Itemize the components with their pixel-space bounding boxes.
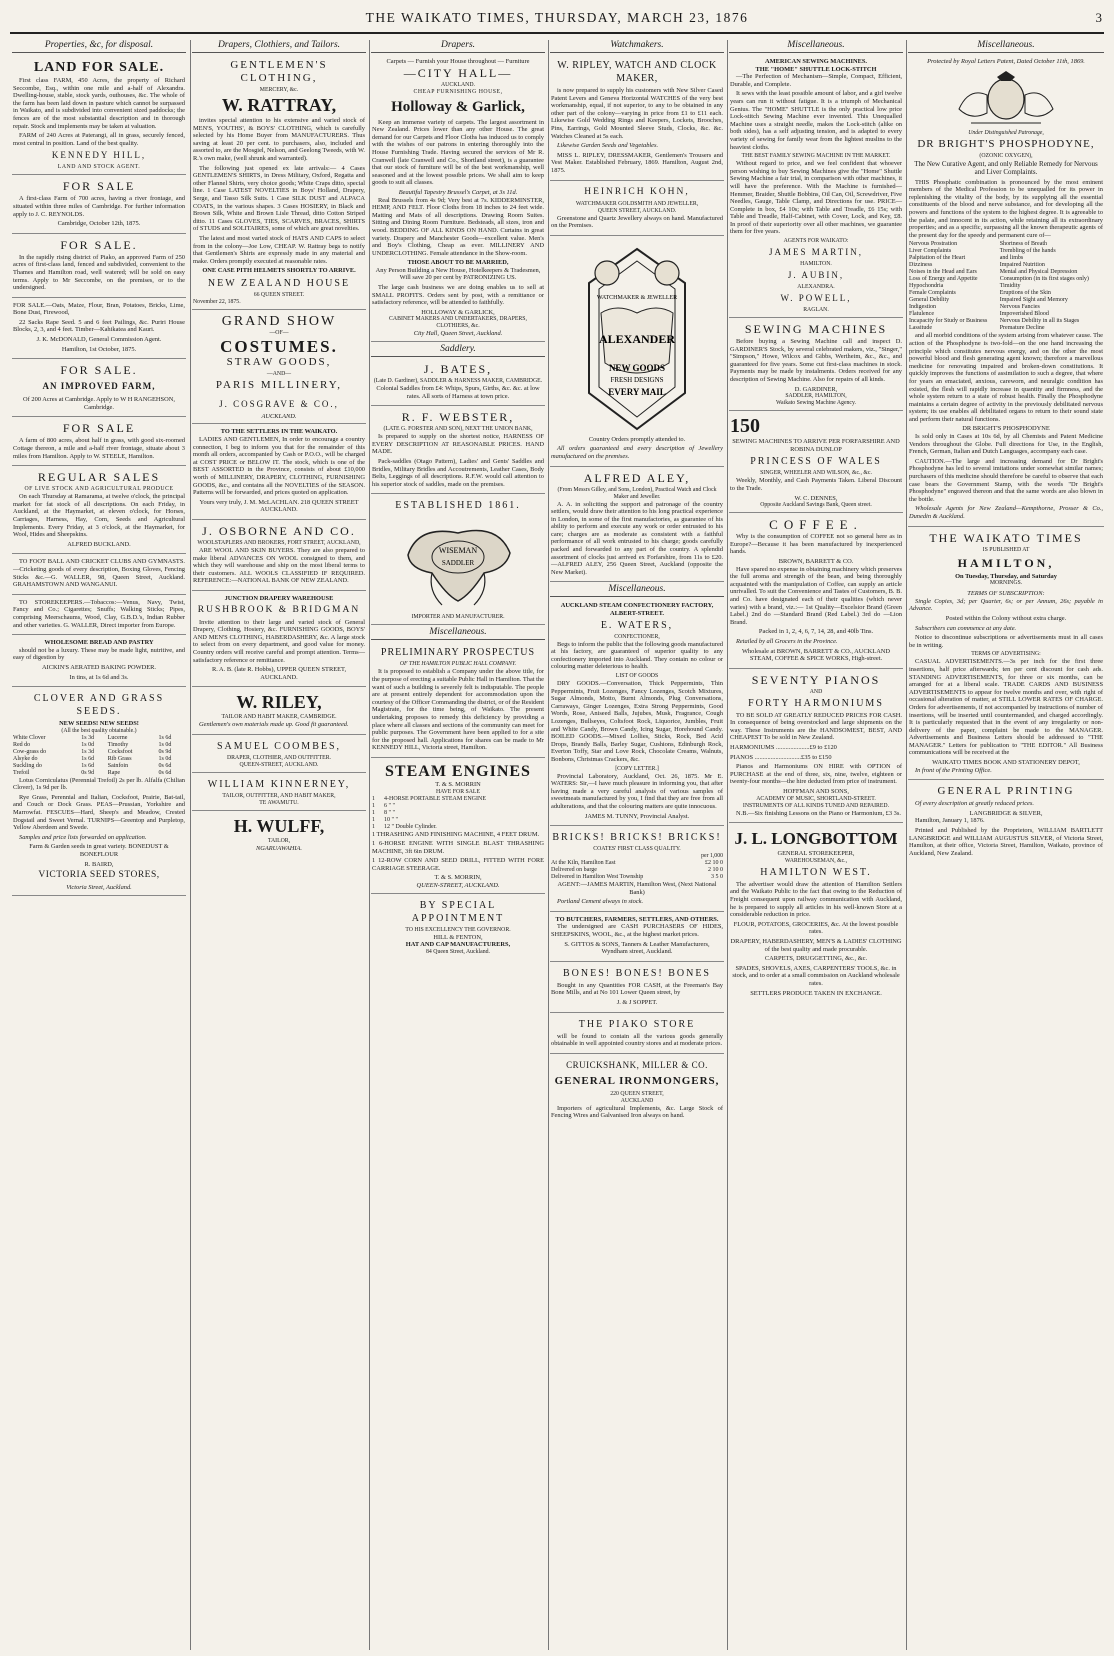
ad-osborne: J. OSBORNE AND CO. WOOLSTAPLERS AND BROKERS, FORT STREET, AUCKLAND, ARE WOOL AND SKIN BUYERS. They are also prepared to make liberal ADVANCES ON WOOL consigned to them, and which they will warehouse and ship on the most liberal terms to their customers. ALL WOOLS CLASSIFIED IF REQUIRED. REFERENCE:—NATIONAL BANK OF NEW ZEALAND. bbox=[192, 522, 366, 591]
ad-waters-confectioner: AUCKLAND STEAM CONFECTIONERY FACTORY, ALBERT-STREET. E. WATERS, CONFECTIONER, Begs to inform the public that the following goods manufactured at his factory, are guaranteed of superior quality to any confectionery imported into Auckland. They contain no colour or colouring matter deleterious to health. LIST OF GOODS DRY GOODS.—Conversation, Thick Peppermints, Thin Peppermints, Fruit Lozenges, Fancy Lozenges, Scotch Mixtures, Sugar Almonds, Motto, Burnt Almonds, Plug Conversations, Carraways, Ginger Lozenges, Extra Strong Peppermints, Good Words, Rose, Aniseed Balls, Jujubes, Musk, Fragrance, Cough Lozenges, Bullseyes, Coltsfoot Rock, Liquorice, Jumbles, Fruit and White Candy, Brown Candy, Icing Sugar, Horehound Candy. BOILED GOODS.—Mixed Lollies, Sticks, Rock, Bed Acid Drops, Brandy Balls, Barley Sugar, Cushions, Edinburgh Rock, Everton Toffy, Star and Love Rock, Chocolate Creams, Walnuts, Bonbons, Christmas Crackers, &c. [COPY LETTER.] Provincial Laboratory, Auckland, Oct. 26, 1875. Mr E. WATERS: Sir,—I have much pleasure in informing you, that after having made a very careful analysis of various samples of sweetmeats manufactured by you, I find that they are free from all adulterations, and that the colouring matters are quite innocuous. JAMES M. TUNNY, Provincial Analyst. bbox=[550, 600, 724, 826]
ad-gittos: TO BUTCHERS, FARMERS, SETTLERS, AND OTHERS. The undersigned are CASH PURCHASERS OF HIDES, SHEEPSKINS, WOOL, &c., at the highest market prices. S. GITTOS & SONS, Tanners & Leather Manufacturers, Wyndham street, Auckland. bbox=[550, 914, 724, 962]
masthead bbox=[10, 2, 1104, 34]
column-heading: Miscellaneous. bbox=[729, 40, 903, 53]
section-heading: Miscellaneous. bbox=[371, 627, 545, 640]
table-row: 1 8 " " bbox=[372, 809, 395, 816]
ad-webster: R. F. WEBSTER, (LATE G. FORSTER AND SON), NEXT THE UNION BANK, Is prepared to supply on the shortest notice, HARNESS OF EVERY DESCRIPTION AT REASONABLE PRICES. HAND MADE. Pack-saddles (Otago Pattern), Ladies' and Gents' Saddles and Bridles, Military Bridles and Accoutrements, Leather Cases, Body Belts, Leggings of all descriptions. R.F.W. would call attention to his superior stock of saddles, made on the premises. bbox=[371, 408, 545, 494]
ad-bates: J. BATES, (Late D. Gardiner), SADDLER & HARNESS MAKER, CAMBRIDGE. Colonial Saddles from £4: Whips, Spurs, Girths, &c. &c. at low rates. All sorts of Harness at town price. bbox=[371, 360, 545, 406]
column-drapers bbox=[371, 40, 545, 1650]
table-row: General Debility Impaired Sight and Memory bbox=[909, 297, 1068, 304]
page-title: THE WAIKATO TIMES, THURSDAY, MARCH 23, 1876 bbox=[365, 10, 749, 25]
column-rule bbox=[369, 40, 370, 1650]
table-row: Nervous Prostration Shortness of Breath bbox=[909, 241, 1048, 248]
ad-general-printing: GENERAL PRINTING Of every description at greatly reduced prices. LANGBRIDGE & SILVER, Hamilton, January 1, 1876. Printed and Published by the Proprietors, WILLIAM BARTLETT LANGBRIDGE and WILLIAM AUGUSTUS SILVER, of Victoria Street, Hamilton, at their office, Victoria Street, Hamilton, Waikato, province of Auckland, New Zealand. bbox=[909, 785, 1103, 857]
ad-holloway-garlick: Carpets — Furnish your House throughout — Furniture —CITY HALL— AUCKLAND. CHEAP FURNISHING HOUSE, Holloway & Garlick, Keep an immense variety of carpets. The largest assortment in New Zealand. Prices lower than any other House. The great demand for our Carpets and Floor Cloths has induced us to comply with the wishes of our patrons in entering thoroughly into the House Furnishing Trade. Having secured the services of Mr R. Cranwell (late Cranwell and Co., Shortland street), is a guarantee that our stock of furniture will be of the best workmanship, well seasoned and at the lowest possible prices. We shall aim to keep goods to suit all classes. Beautiful Tapestry Brussel's Carpet, at 3s 11d. Real Brussels from 4s 9d; Very best at 7s. KIDDERMINSTER, HEMP, AND FELT. Floor Cloths from 18 inches to 24 feet wide. Matting and Mats of all descriptions. Drawing Room Suites. Sitting and Dining Room Furniture. Bedsteads, all sizes, iron and wood. BEDDING OF ALL KINDS ON HAND. Curtains in great variety. Drapery and Manchester Goods—excellent value. Men's and Boy's Clothing, Cheap as ever. MILLINERY AND UNDERCLOTHING. Female attendance in the Show-room. THOSE ABOUT TO BE MARRIED, Any Person Building a New House, Hotelkeepers & Tradesmen, Will save 20 per cent by PATRONIZING US. The large cash business we are doing enables us to sell at SMALL PROFITS. Orders sent by post, with a remittance or satisfactory reference, will be attended to faithfully. HOLLOWAY & GARLICK, CABINET MAKERS AND UNDERTAKERS, DRAPERS, CLOTHIERS, &c. City Hall, Queen Street, Auckland. bbox=[371, 56, 545, 342]
ad-alexander-watches: ALEXANDER NEW GOODS FRESH DESIGNS EVERY MAIL WATCHMAKER & JEWELLER Country Orders promptly attended to. All orders guaranteed and every description of Jewellery manufactured on the premises. bbox=[550, 238, 724, 467]
imprint: Printed and Published by the Proprietors, WILLIAM BARTLETT LANGBRIDGE and WILLIAM AUGUSTUS SILVER, of Victoria Street, Hamilton, at their office, Victoria Street, Hamilton, Waikato, province of Auckland, New Zealand. bbox=[909, 827, 1103, 857]
ad-wulff: H. WULFF, TAILOR, NGARUAWAHIA. bbox=[233, 815, 325, 852]
section-heading: Miscellaneous. bbox=[550, 584, 724, 597]
table-row: Noises in the Head and Ears Mental and Physical Depression bbox=[909, 269, 1078, 276]
royal-coat-of-arms-icon bbox=[951, 69, 1061, 127]
ad-waikato-times-terms: THE WAIKATO TIMES IS PUBLISHED AT HAMILTON, On Tuesday, Thursday, and Saturday MORNINGS. TERMS OF SUBSCRIPTION: Single Copies, 3d; per Quarter, 6s; or per Annum, 26s; payable in Advance. Posted within the Colony without extra charge. Subscribers can commence at any date. Notice to discontinue subscriptions or advertisements must in all cases be in writing. TERMS OF ADVERTISING: CASUAL ADVERTISEMENTS.—3s per inch for the first three insertions, half price afterwards; ten per cent discount for cash ads. STANDING ADVERTISEMENTS, for three or six months, can be arranged for at a liberal scale. TRADE CARDS AND BUSINESS ADVERTISEMENTS to appear for twelve months and over, with right of occasional alteration of matter, at STILL LOWER RATES OF CHARGE. Orders for advertisements, if not accompanied by instructions of number of insertions, will be inserted until countermanded, and charged accordingly. It is particularly requested that in the event of any irregularity or non-delivery of the paper, complaint be made to the MANAGER. Advertisements and Business Letters should be addressed to "THE MANAGER." Letters for publication to "THE EDITOR." All Business communications will be received at the WAIKATO TIMES BOOK AND STATIONERY DEPOT, In front of the Printing Office. bbox=[908, 529, 1104, 781]
ad-piako-store: THE PIAKO STORE will be found to contain all the various goods generally obtainable in well appointed country stores and at moderate prices. bbox=[550, 1015, 724, 1054]
watch-illustration-icon bbox=[557, 243, 717, 433]
column-heading: Miscellaneous. bbox=[908, 40, 1104, 53]
table-row: At the Kiln, Hamilton East £2 10 0 bbox=[551, 860, 723, 867]
column-rule bbox=[727, 40, 728, 1650]
brick-price-table bbox=[551, 860, 723, 881]
table-row: Loss of Energy and Appetite Consumption (in its first stages only) bbox=[909, 276, 1089, 283]
table-row: 1 6 " " bbox=[372, 802, 395, 809]
table-row: Delivered in Hamilton West Township 3 5 0 bbox=[551, 874, 723, 881]
ad-riley: W. RILEY, TAILOR AND HABIT MAKER, CAMBRIDGE. Gentlemen's own materials made up. Good fit guaranteed. bbox=[192, 689, 366, 735]
ad-saddler-established: ESTABLISHED 1861. WISEMAN SADDLER IMPORTER AND MANUFACTURER. bbox=[371, 496, 545, 625]
engine-list bbox=[372, 796, 544, 831]
table-row: Hypochondria Timidity bbox=[909, 283, 1021, 290]
table-row: Dizziness Impaired Nutrition bbox=[909, 262, 1045, 269]
table-row: Liver Complaints Trembling of the hands bbox=[909, 248, 1056, 255]
ad-aley: ALFRED ALEY, (From Messrs Gilley, and Sons, London), Practical Watch and Clock Maker and Jeweller. A. A. in soliciting the support and patronage of the country settlers, would draw their attention to his long practical experience in London, in some of the first manufactories, as guarantee of his ability to perform and execute any work or order entrusted to his care; charges are as moderate as consistent with a faithful performance of all work entrusted to his charge; goods carefully packed and forwarded to any part of the country. A splendid assortment of clocks just arrived ex Forfarshire, from 11s to £20.—ALFRED ALEY, 256 Queen Street, Auckland (opposite the New Market). bbox=[550, 469, 724, 583]
saddle-icon bbox=[398, 515, 518, 611]
table-row: Lassitude Premature Decline bbox=[909, 325, 1045, 332]
ad-seeds: CLOVER AND GRASS SEEDS. NEW SEEDS! NEW SEEDS! (All the best quality obtainable.) White Clover 1s 3d Lucerne 1s 6d Red do 1s 0d Timothy 1s 0d Cow-grass do 1s 3d Cocksfoot 0s 9d Alsyke do 1s 6d Rib Grass 1s 0d Suckling do 1s 6d Sainfoin 0s 6d Trefoil 0s 9d Rape 0s 6d Lotus Corniculatus (Perennial Trefoil) 2s per lb. Alfalfa (Chilian Clover), 1s 9d per lb. Rye Grass, Perennial and Italian, Cocksfoot, Prairie, Bat-tail, and Couch or Dock Grass. PEAS—Prussian, Yorkshire and Marrowfat. FESCUES—Hard, Sheep's and Meadow, Crested Dogstail and Sweet Vernal. TURNIPS—Greentop and Purpletop, Yellow Aberdeen and Swede. Samples and price lists forwarded on application. Farm & Garden seeds in great variety. BONEDUST & BONEFLOUR R. BAIRD, VICTORIA SEED STORES, Victoria Street, Auckland. bbox=[12, 689, 186, 896]
ad-improved-farm: FOR SALE. AN IMPROVED FARM, Of 200 Acres at Cambridge. Apply to W H RANGEHSON, Cambridge. bbox=[12, 361, 186, 417]
table-row: White Clover 1s 3d Lucerne 1s 6d bbox=[13, 734, 172, 741]
ad-gardiner-sewing: SEWING MACHINES Before buying a Sewing Machine call and inspect D. GARDINER'S Stock, by several celebrated makers, viz., "Singer," "Simpson," Howe, Wilcox and Gibbs, Wertheim, &c., &c., and guaranteed for five years. Some cut first-class machines in stock. Payments may be made by instalments. Orders received for any description of Sewing Machine. Also for repairs of all kinds. D. GARDINER, SADDLER, HAMILTON, Waikato Sewing Machine Agency. bbox=[729, 320, 903, 411]
ad-for-sale-piako: FOR SALE. In the rapidly rising district of Piako, an approved Farm of 250 acres of first-class land, fenced and subdivided, convenient to the Thames and Hamilton road, well watered; will be sold on easy terms. Apply to Mr Seccombe, on the premises, or to the undersigned. bbox=[12, 236, 186, 298]
ad-mclachlan: TO THE SETTLERS IN THE WAIKATO. LADIES AND GENTLEMEN, In order to encourage a country connection, I beg to inform you that for the remainder of this month all orders, accompanied by Cash or P.O.O., will be charged at COST PRICE or BELOW IT. The stock, which is one of the BEST ASSORTED in the Province, consists of about £10,000 worth of MILLINERY, DRAPERY, CLOTHING, FURNISHING GOODS, &c., and contains all the NOVELTIES of the SEASON. Patterns will be forwarded, and prices quoted on application. Yours very truly, J. M. McLACHLAN. 218 QUEEN STREET AUCKLAND. bbox=[192, 426, 366, 520]
column-drapers-tailors bbox=[192, 40, 366, 1650]
watch-new-goods: NEW GOODS bbox=[608, 362, 666, 373]
table-row: 1 12 " Double Cylinder. bbox=[372, 823, 437, 830]
ad-waller-storekeepers: TO STOREKEEPERS.—Tobaccos:—Venus, Navy, Twist, Fancy and Co.; Cigarettes; Snuffs; Walking Sticks; Pipes, comprising Meerschaums, Wood, Clay, G.B.D.'s, Indian Rubber and other varieties. G. WALLER, Direct importer from Europe. bbox=[12, 597, 186, 635]
table-row: Alsyke do 1s 6d Rib Grass 1s 0d bbox=[13, 755, 172, 762]
column-miscellaneous-1 bbox=[729, 40, 903, 1650]
ad-phosphodyne: Protected by Royal Letters Patent, Dated October 11th, 1869. Under Distinguished Patronage, DR BRIGHT'S PHOSPHODYNE, (OZONIC OXYGEN), The New Curative Agent, and only Reliable Remedy for Nervous and Liver Complaints. THIS Phosphatic combination is pronounced by the most eminent members of the Medical Profession to be unequalled for its power in replenishing the vitality of the body, by its supplying all the essential constituents of the blood and nerve substance, and for developing all the powers and functions of the system to the highest degree. It is agreeable to the palate, and innocent in its action, while retaining all its extraordinary properties; and as a specific, surpassing all the known therapeutic agents of the present day for the speedy and permanent cure of— Nervous Prostration Shortness of Breath Liver Complaints Trembling of the hands Palpitation of the Heart and limbs Dizziness Impaired Nutrition Noises in the Head and Ears Mental and Physical Depression Loss of Energy and Appetite Consumption (in its first stages only) Hypochondria Timidity Female Complaints Eruptions of the Skin General Debility Impaired Sight and Memory Indigestion Nervous Fancies Flatulence Impoverished Blood Incapacity for Study or Business Nervous Debility in all its Stages Lassitude Premature Decline and all morbid conditions of the system arising from whatever cause. The action of the Phosphodyne is two-fold—on the one hand increasing the principle which constitutes nervous energy, and on the other the most powerful blood and flesh generating agent known; therefore a marvellous medicine for renovating impaired and broken-down constitutions. It quickly improves the functions of assimilation to such a degree, that where for years an emaciated, anxious, careworn, and neuralgic condition has existed, the flesh will rapidly increase in quantity and firmness, and the whole system return to a state of robust health. Finally the Phosphodyne maintains a certain degree of activity in the previously debilitated nervous system; its use enables all debilitated organs to return to their sound state and perform their natural functions. DR BRIGHT'S PHOSPHODYNE Is sold only in Cases at 10s 6d, by all Chemists and Patent Medicine Vendors throughout the Globe. Full directions for Use, in the English, French, German, Italian and Dutch Languages, accompany each case. CAUTION.—The large and increasing demand for Dr Bright's Phosphodyne has led to several imitations under somewhat similar names; purchasers of this medicine should therefore be careful to observe that each case bears the Government Stamp, with the words "Dr Bright's Phosphodyne" engraved thereon and that the same words are also blown in the bottle. Wholesale Agents for New Zealand—Kempthorne, Prosser & Co., Dunedin & Auckland. bbox=[908, 56, 1104, 527]
table-row: Indigestion Nervous Fancies bbox=[909, 304, 1040, 311]
column-heading: Properties, &c, for disposal. bbox=[12, 40, 186, 53]
ad-dennes: 150 SEWING MACHINES TO ARRIVE PER FORFARSHIRE AND ROBINA DUNLOP PRINCESS OF WALES SINGER, WHEELER AND WILSON, &c., &c. Weekly, Monthly, and Cash Payments Taken. Liberal Discount to the Trade. W. C. DENNES, Opposite Auckland Savings Bank, Queen street. bbox=[729, 413, 903, 513]
ad-hoffman-pianos: SEVENTY PIANOS AND FORTY HARMONIUMS TO BE SOLD AT GREATLY REDUCED PRICES FOR CASH. In consequence of being overstocked and large shipments on the way. These Instruments are the HANDSOMEST, BEST, AND CHEAPEST To be sold in New Zealand. HARMONIUMS .....................£9 to £120 PIANOS .............................£35 to £150 Pianos and Harmoniums ON HIRE with OPTION of PURCHASE at the end of three, six, nine, twelve, eighteen or twenty-four months—the hire deducted from price of instrument. HOFFMAN AND SONS, ACADEMY OF MUSIC, SHORTLAND-STREET. INSTRUMENTS OF ALL KINDS TUNED AND REPAIRED. N.B.—Six finishing Lessons on the Piano or Harmonium, £3 3s. bbox=[729, 671, 903, 824]
watch-every-mail: EVERY MAIL bbox=[608, 386, 666, 397]
ad-kohn: HEINRICH KOHN, WATCHMAKER GOLDSMITH AND JEWELLER, QUEEN STREET, AUCKLAND. Greenstone and Quartz Jewellery always on hand. Manufactured on the Premises. bbox=[550, 183, 724, 236]
ad-land-for-sale: LAND FOR SALE. First class FARM, 450 Acres, the property of Richard Seccombe, Esq., within one mile and a-half of Alexandra. Dwelling-house, stable, stock yards, outhouses, &c. The whole of the farm has been laid down in pasture which cannot be surpassed in Waikato, and is subdivided into convenient sized paddocks; the fences are of the most substantial description and in thorough repair. Stock and implements may be taken at valuation. FARM of 240 Acres at Paterangi, all in grass, securely fenced, most central in position. Land of the best quality. KENNEDY HILL, LAND AND STOCK AGENT. bbox=[12, 56, 186, 175]
table-row: Palpitation of the Heart and limbs bbox=[909, 255, 1024, 262]
watch-brand: ALEXANDER bbox=[598, 331, 676, 346]
ad-bones: BONES! BONES! BONES Bought in any Quantities FOR CASH, at the Freeman's Bay Bone Mills, and at No 101 Lower Queen street, by J. & J SOPPET. bbox=[550, 964, 724, 1013]
ad-rattray: GENTLEMEN'S CLOTHING, MERCERY, &c. W. RATTRAY, invites special attention to his extensive and varied stock of MEN'S, YOUTHS', & BOYS' CLOTHING, which is carefully selected by his Home Buyer from MANUFACTURERS. Thus saving at least 20 per cent. to purchasers, also, included and assorted to, are the Mosgiel, Nelson, and Geelong Tweeds, with W. R.'s own make, (well shrunk and warranted). The following just opened ex late arrivals:— 4 Cases GENTLEMEN'S SHIRTS, in Dress Military, Oxford, Regatta and other Flannel Shirts, very choice goods; White Craps ditto, special line. 1 Case LATEST NOVELTIES in Boys' Holland, Drapery, Serge, and Tasso Silk Suits. 1 Case SILK DUST and ALPACA COATS, in the various shapes. 3 Cases HOSIERY, in Black and Brown Silk, White and Brown Lisle Thread, ditto Cotton Striped ditto. 11 Cases GLOVES, TIES, SCARVES, BRACES, SHIRTS of STUDS and SOLITAIRES, some of which are great novelties. The latest and most varied stock of HATS AND CAPS to select from in the colony—Joe Low, CHEAP. W. Rattray begs to notify that Gentlemen's Shirts are expressly made in any material and make. Orders promptly executed at reasonable rates. ONE CASE PITH HELMETS SHORTLY TO ARRIVE. NEW ZEALAND HOUSE 66 QUEEN STREET. November 22, 1875. bbox=[192, 56, 366, 310]
section-heading: Saddlery. bbox=[371, 344, 545, 357]
ad-steele-farm: FOR SALE A farm of 800 acres, about half in grass, with good six-roomed Cottage thereon, a mile and a-half river frontage, situate about 3 miles from Hamilton. Apply to W. STEELE, Hamilton. bbox=[12, 419, 186, 466]
column-rule bbox=[906, 40, 907, 1650]
table-row: 1 4-HORSE PORTABLE STEAM ENGINE bbox=[372, 795, 486, 802]
table-row: Flatulence Impoverished Blood bbox=[909, 311, 1049, 318]
column-rule bbox=[548, 40, 549, 1650]
ad-hill-fenton: BY SPECIAL APPOINTMENT TO HIS EXCELLENCY THE GOVERNOR. HILL & FENTON, HAT AND CAP MANUFACTURERS, 84 Queen Street, Auckland. bbox=[405, 899, 511, 955]
ad-ripley: W. RIPLEY, WATCH AND CLOCK MAKER, is now prepared to supply his customers with New Silver Cased Patent Levers and Geneva Horizontal WATCHES of the very best workmanship, equal, if not superior, to any to be obtained in any other part of the colony—varying in price from £1 to £11 each. Likewise Gold Wedding Rings and Keepers, Lockets, Brooches, Pins, Earrings, Gold Mounted Sleeve Studs, Clocks, &c. &c. Watches Cleaned at 5s each. Likewise Garden Seeds and Vegetables. MISS L. RIPLEY, DRESSMAKER, Gentlemen's Trousers and Vest Maker. Established February, 1869. Hamilton, August 2nd, 1875. bbox=[550, 56, 724, 181]
watch-maker: WATCHMAKER & JEWELLER bbox=[596, 294, 678, 301]
ad-home-sewing: AMERICAN SEWING MACHINES. THE "HOME" SHUTTLE LOCK-STITCH —The Perfection of Mechanism—Simple, Compact, Efficient, Durable, and Complete. It sews with the least possible amount of labor, and a girl twelve years can run it without fatigue. It is a triumph of Mechanical Genius. The "HOME" SHUTTLE is the only practical low price Lock-stitch Sewing Machine ever invented. This Unequalled Machine uses a straight needle, makes the Lock-stitch (alike on both sides), has a self adjusting tension, and is adapted to every variety of sewing for family wear from the lightest muslins to the heaviest cloths. THE BEST FAMILY SEWING MACHINE IN THE MARKET. Without regard to price, and we feel confident that whoever person wishing to buy Sewing Machines give the "Home" Shuttle Sewing Machine a fair trial, in comparison with other machines, it will have the preference. With the Machine is furnished—Hemmer, Braider, Shuttle Bobbins, Oil Can, Oil, Screwdriver, Five Needles, Gauge, Table Clamp, and Directions for use. PRICE—Complete in box, £4 10s; with Table and Treadle, £6 15s; with Table and Treadle, Half-Cabinet, with Cover, Lock, and Key, £8. In proof of their superiority over all other machines, we guarantee them for five years. AGENTS FOR WAIKATO: JAMES MARTIN, HAMILTON. J. AUBIN, ALEXANDRA. W. POWELL, RAGLAN. bbox=[729, 56, 903, 318]
column-properties bbox=[12, 40, 186, 1650]
ad-brown-barrett-coffee: COFFEE. Why is the consumption of COFFEE not so general here as in Europe?—Because it has been manufactured by inexperienced hands. BROWN, BARRETT & CO. Have spared no expense in obtaining machinery which preserves the full aroma and strength of the bean, and being thoroughly acquainted with the manipulation of Coffee, can supply an article unrivalled. To suit the Convenience and Tastes of Customers, B. B. and Co. have designated each of their qualities (which never varies) with a brand, viz.:— 1st Quality—Excelsior Brand (Green Label.) 2nd do —Standard Brand (Red Label.) 3rd do —Lion Brand. Packed in 1, 2, 4, 6, 7, 14, 28, and 40lb Tins. Retailed by all Grocers in the Province. Wholesale at BROWN, BARRETT & CO., AUCKLAND STEAM, COFFEE & SPICE WORKS, High-street. bbox=[729, 515, 903, 669]
column-watchmakers bbox=[550, 40, 724, 1650]
ad-longbottom: J. L. LONGBOTTOM GENERAL STOREKEEPER, WAREHOUSEMAN, &c., HAMILTON WEST. The advertiser would draw the attention of Hamilton Settlers and the Waikato Public to the fact that owing to the Reduction of Freight consequent upon railway communication with Auckland, he is prepared to supply all articles in his well-known Store at a considerable reduction in price. FLOUR, POTATOES, GROCERIES, &c. At the lowest possible rates. DRAPERY, HABERDASHERY, MEN'S & LADIES' CLOTHING of the best quality and made procurable. CARPETS, DRUGGETTING, &c., &c. SPADES, SHOVELS, AXES, CARPENTERS' TOOLS, &c. in stock, and to order at a small commission on Auckland wholesale rates. SETTLERS PRODUCE TAKEN IN EXCHANGE. bbox=[730, 829, 902, 997]
column-heading: Watchmakers. bbox=[550, 40, 724, 53]
page-number: 3 bbox=[1095, 10, 1102, 25]
table-row: Incapacity for Study or Business Nervous Debility in all its Stages bbox=[909, 318, 1080, 325]
seed-price-table bbox=[13, 735, 185, 777]
watch-fresh: FRESH DESIGNS bbox=[610, 375, 664, 384]
saddle-brand: WISEMAN bbox=[438, 546, 478, 556]
column-miscellaneous-2 bbox=[908, 40, 1104, 1650]
ad-cosgrave: GRAND SHOW —OF— COSTUMES. STRAW GOODS, —AND— PARIS MILLINERY, J. COSGRAVE & CO., AUCKLAND. bbox=[192, 312, 366, 425]
table-row: Red do 1s 0d Timothy 1s 0d bbox=[13, 741, 172, 748]
ad-regular-sales: REGULAR SALES OF LIVE STOCK AND AGRICULTURAL PRODUCE On each Thursday at Ramarama, at twelve o'clock, the principal market for fat stock of all descriptions. On each Friday, in Auckland, at the Haymarket, at eleven o'clock, for Horses, Carriages, Harness, Hay, Corn, Seeds and Agricultural Implements. Every Friday, at 3 o'clock, at the Haymarket, for Wool, Hides and Sheepskins. ALFRED BUCKLAND. bbox=[12, 468, 186, 554]
ad-rushbrook: JUNCTION DRAPERY WAREHOUSE RUSHBROOK & BRIDGMAN Invite attention to their large and varied stock of General Drapery, Clothing, Hosiery, &c. FURNISHING GOODS, BOYS' AND MEN'S CLOTHING, HABERDASHERY, &c. A large stock to select from on every department, and good value for money. Country orders will receive careful and prompt attention. Terms—satisfactory reference or remittance. R. A. B. (late R. Hobbs), UPPER QUEEN STREET, AUCKLAND. bbox=[192, 593, 366, 687]
ad-kinnerney: WILLIAM KINNERNEY, TAILOR, OUTFITTER, AND HABIT MAKER, TE AWAMUTU. bbox=[192, 775, 366, 811]
ad-baking-powder: WHOLESOME BREAD AND PASTRY should not be a luxury. These may be made light, nutritive, and easy of digestion by AICKIN'S AERATED BAKING POWDER. In tins, at 1s 6d and 3s. bbox=[12, 637, 186, 687]
ad-cruickshank: CRUICKSHANK, MILLER & CO. GENERAL IRONMONGERS, 220 QUEEN STREET, AUCKLAND Importers of agricultural Implements, &c. Large Stock of Fencing Wires and Galvanised Iron always on hand. bbox=[551, 1059, 723, 1120]
table-row: Trefoil 0s 9d Rape 0s 6d bbox=[13, 769, 172, 776]
column-heading: Drapers, Clothiers, and Tailors. bbox=[192, 40, 366, 53]
table-row: Delivered on barge 2 10 0 bbox=[551, 867, 723, 874]
table-row: Suckling do 1s 6d Sainfoin 0s 6d bbox=[13, 762, 172, 769]
column-rule bbox=[190, 40, 191, 1650]
table-row: 1 10 " " bbox=[372, 816, 398, 823]
ad-public-hall: PRELIMINARY PROSPECTUS OF THE HAMILTON PUBLIC HALL COMPANY. It is proposed to establish a Company under the above title, for the purpose of erecting a suitable Public Hall in Hamilton. That the want of such a building is severely felt is indisputable. The people are at present entirely dependent for accommodation upon the courtesy of the Officer Commanding the district, or of the Resident Magistrate, for the time being, of Waikato. The present undertaking proposes to remedy this deficiency by providing a place where all classes and sections of the community can meet for public purposes. The Government have been applied to for a site for the proposed hall. Applications for shares can be made to Mr KENNEDY HILL, Victoria street, Hamilton. bbox=[371, 643, 545, 758]
table-row: Cow-grass do 1s 3d Cocksfoot 0s 9d bbox=[13, 748, 172, 755]
ad-mcdonald: FOR SALE.—Oats, Maize, Flour, Bran, Potatoes, Bricks, Lime, Bone Dust, Firewood, 22 Sacks Rape Seed. 5 and 6 feet Pailings, &c. Puriri House Blocks, 2, 3, and 4 feet. Timber—Kahikatea and Kauri. J. K. McDONALD, General Commission Agent. Hamilton, 1st October, 1875. bbox=[12, 300, 186, 360]
ad-morrin-steam: STEAM ENGINES T. & S. MORRIN HAVE FOR SALE 1 4-HORSE PORTABLE STEAM ENGINE 1 6 " " 1 8 " " 1 10 " " 1 12 " Double Cylinder. 1 THRASHING AND FINISHING MACHINE, 4 FEET DRUM. 1 6-HORSE ENGINE WITH SINGLE BLAST THRASHING MACHINE, 3ft 6in DRUM. 1 12-ROW CORN AND SEED DRILL, FITTED WITH FORE CARRIAGE STEERAGE. T. & S. MORRIN, QUEEN-STREET, AUCKLAND. bbox=[371, 760, 545, 894]
ad-for-sale-reynolds: FOR SALE A first-class Farm of 700 acres, having a river frontage, and situated within three miles of Cambridge. For further information apply to J. C. REYNOLDS. Cambridge, October 12th, 1875. bbox=[12, 177, 186, 233]
table-row: Female Complaints Eruptions of the Skin bbox=[909, 290, 1051, 297]
ad-bricks: BRICKS! BRICKS! BRICKS! COATES' FIRST CLASS QUALITY. per 1,000 At the Kiln, Hamilton East £2 10 0 Delivered on barge 2 10 0 Delivered in Hamilton West Township 3 5 0 AGENT:—JAMES MARTIN, Hamilton West, (Next National Bank) Portland Cement always in stock. bbox=[550, 828, 724, 912]
ad-waller-football: TO FOOT BALL AND CRICKET CLUBS AND GYMNASTS.—Cricketing goods of every description, Boxing Gloves, Fencing Sticks &c.—G. WALLER, 98, Queen Street, Auckland. GRAHAMSTOWN AND WANGANUI. bbox=[12, 556, 186, 594]
ailment-list bbox=[909, 241, 1103, 332]
saddle-brand-sub: SADDLER bbox=[441, 559, 475, 568]
ad-coombes: SAMUEL COOMBES, DRAPER, CLOTHIER, AND OUTFITTER. QUEEN-STREET, AUCKLAND. bbox=[192, 737, 366, 773]
column-heading: Drapers. bbox=[371, 40, 545, 53]
